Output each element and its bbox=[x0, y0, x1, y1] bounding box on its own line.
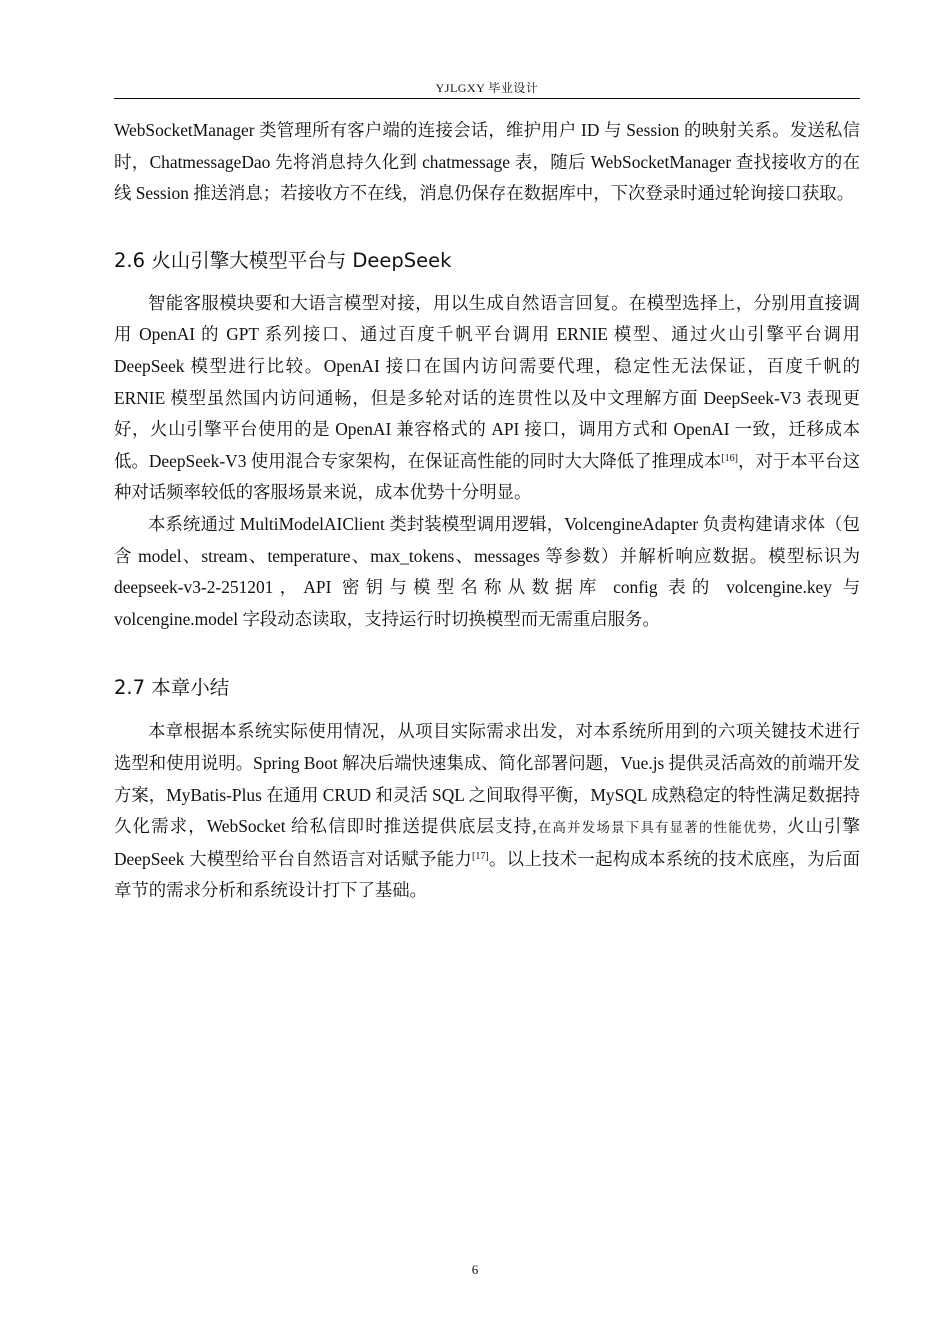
page-header: YJLGXY 毕业设计 bbox=[114, 80, 860, 99]
paragraph-text: 火山引擎 DeepSeek 大模型给平台自然语言对话赋予能力 bbox=[114, 816, 860, 869]
paragraph-chapter-summary bbox=[114, 716, 860, 907]
paragraph-text-small: 在高并发场景下具有显著的性能优势， bbox=[536, 820, 787, 836]
page-body bbox=[114, 115, 860, 907]
page-number: 6 bbox=[471, 1262, 479, 1277]
citation-16: [16] bbox=[721, 452, 738, 464]
paragraph-model-selection bbox=[114, 288, 860, 509]
paragraph-text: 。以上技术一起构成本系统的技术底座，为后面章节的需求分析和系统设计打下了基础。 bbox=[114, 848, 860, 901]
paragraph-text: 智能客服模块要和大语言模型对接，用以生成自然语言回复。在模型选择上，分别用直接调用 OpenAI 的 GPT 系列接口、通过百度千帆平台调用 ERNIE 模型、通过火山引擎平台调用 DeepSeek 模型进行比较。OpenAI 接口在国内访问需要代理，稳定性无法保证，百度千帆的 ERNIE 模型虽然国内访问通畅，但是多轮对话的连贯性以及中文理解方面 DeepSeek-V3 表现更好，火山引擎平台使用的是 OpenAI 兼容格式的 API 接口，调用方式和 OpenAI 一致，迁移成本低。DeepSeek-V3 使用混合专家架构，在保证高性能的同时大大降低了推理成本 bbox=[114, 292, 860, 471]
paragraph-text: 本章根据本系统实际使用情况，从项目实际需求出发，对本系统所用到的六项关键技术进行选型和使用说明。Spring Boot 解决后端快速集成、简化部署问题，Vue.js 提供灵活高效的前端开发方案，MyBatis-Plus 在通用 CRUD 和灵活 SQL 之间取得平衡，MySQL 成熟稳定的特性满足数据持久化需求，WebSocket 给私信即时推送提供底层支持, bbox=[114, 721, 860, 837]
citation-17: [17] bbox=[472, 850, 489, 862]
paragraph-client-wrapper: 本系统通过 MultiModelAIClient 类封装模型调用逻辑，VolcengineAdapter 负责构建请求体（包含 model、stream、temperature、max_tokens、messages 等参数）并解析响应数据。模型标识为 deepseek-v3-2-251201，API 密钥与模型名称从数据库 config 表的 volcengine.key 与 volcengine.model 字段动态读取，支持运行时切换模型而无需重启服务。 bbox=[114, 513, 860, 629]
section-heading-2-7: 2.7 本章小结 bbox=[114, 676, 230, 700]
paragraph-text: ，对于本平台这种对话频率较低的客服场景来说，成本优势十分明显。 bbox=[114, 450, 860, 503]
section-heading-2-6: 2.6 火山引擎大模型平台与 DeepSeek bbox=[114, 248, 452, 272]
paragraph-websocket: WebSocketManager 类管理所有客户端的连接会话，维护用户 ID 与 Session 的映射关系。发送私信时，ChatmessageDao 先将消息持久化到 chatmessage 表，随后 WebSocketManager 查找接收方的在线 Session 推送消息；若接收方不在线，消息仍保存在数据库中，下次登录时通过轮询接口获取。 bbox=[114, 120, 860, 204]
